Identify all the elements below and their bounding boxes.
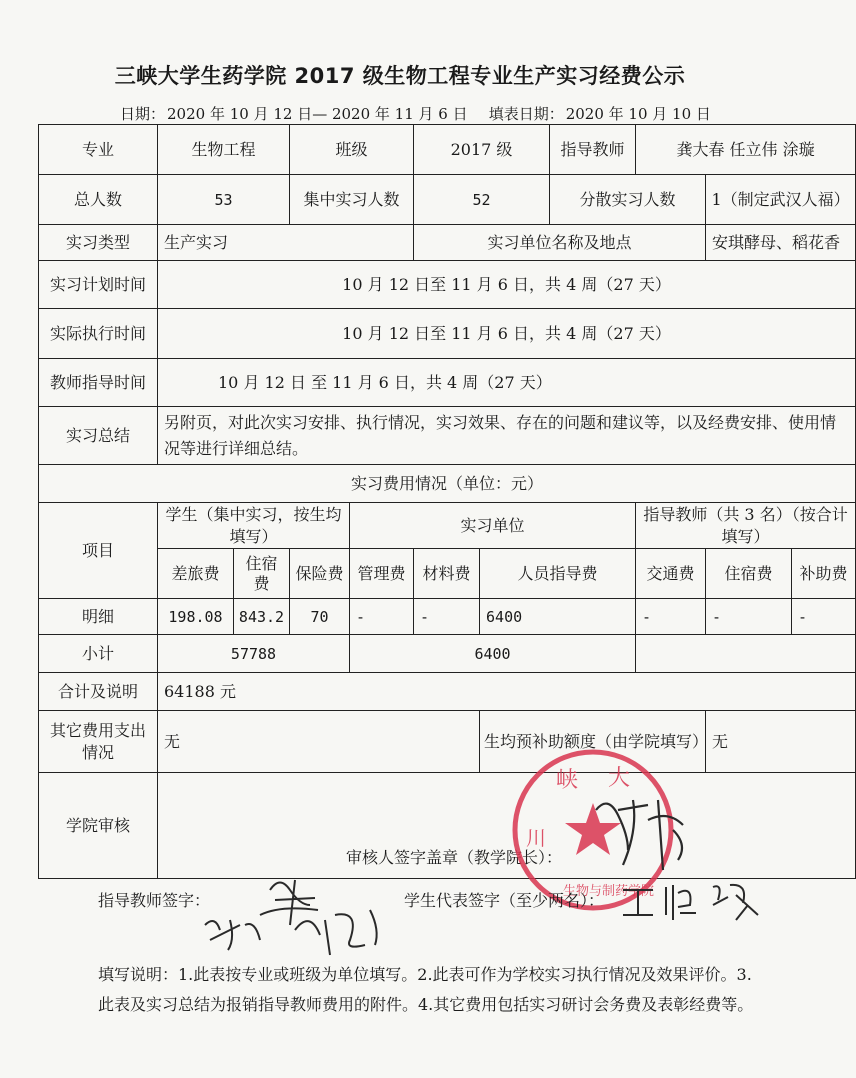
detail-guidance: 6400 xyxy=(480,599,636,635)
detail-material: - xyxy=(414,599,480,635)
document-title: 三峡大学生药学院 2017 级生物工程专业生产实习经费公示 xyxy=(114,64,686,88)
svg-text:峡: 峡 xyxy=(556,768,579,793)
subtotal-teacher xyxy=(636,635,856,673)
date-line xyxy=(120,103,713,124)
col-insurance: 保险费 xyxy=(290,549,350,599)
col-management: 管理费 xyxy=(350,549,414,599)
total-people-value: 53 xyxy=(158,175,290,225)
col-subsidy: 补助费 xyxy=(792,549,856,599)
item-label: 项目 xyxy=(39,503,158,599)
fill-date-label: 填表日期： xyxy=(488,105,564,123)
guide-value: 10 月 12 日 至 11 月 6 日，共 4 周（27 天） xyxy=(158,359,856,407)
subsidy-label: 生均预补助额度（由学院填写） xyxy=(480,711,706,773)
detail-travel: 198.08 xyxy=(158,599,234,635)
actual-label: 实际执行时间 xyxy=(39,309,158,359)
detail-management: - xyxy=(350,599,414,635)
other-expense-value: 无 xyxy=(158,711,480,773)
subsidy-value: 无 xyxy=(706,711,856,773)
major-value: 生物工程 xyxy=(158,125,290,175)
plan-value: 10 月 12 日至 11 月 6 日，共 4 周（27 天） xyxy=(158,261,856,309)
subtotal-student: 57788 xyxy=(158,635,350,673)
central-count-value: 52 xyxy=(414,175,550,225)
teacher-value: 龚大春 任立伟 涂璇 xyxy=(636,125,856,175)
major-label: 专业 xyxy=(39,125,158,175)
class-label: 班级 xyxy=(290,125,414,175)
scatter-count-value: 1（制定武汉人福） xyxy=(706,175,856,225)
central-count-label: 集中实习人数 xyxy=(290,175,414,225)
period-label: 日期： xyxy=(120,105,166,123)
col-travel: 差旅费 xyxy=(158,549,234,599)
funding-table xyxy=(38,124,856,879)
student-sign-label: 学生代表签字（至少两名）： xyxy=(404,891,605,910)
scatter-count-label: 分散实习人数 xyxy=(550,175,706,225)
detail-transport: - xyxy=(636,599,706,635)
other-expense-label: 其它费用支出情况 xyxy=(39,711,158,773)
detail-insurance: 70 xyxy=(290,599,350,635)
svg-text:川: 川 xyxy=(526,826,546,850)
unit-group-header: 实习单位 xyxy=(350,503,636,549)
actual-value: 10 月 12 日至 11 月 6 日，共 4 周（27 天） xyxy=(158,309,856,359)
student-signatures xyxy=(618,875,768,925)
period-value: 2020 年 10 月 12 日— 2020 年 11 月 6 日 xyxy=(167,105,468,123)
summary-value: 另附页，对此次实习安排、执行情况，实习效果、存在的问题和建议等，以及经费安排、使用情况等进行详细总结。 xyxy=(158,407,856,465)
col-teacher-lodging: 住宿费 xyxy=(706,549,792,599)
detail-label: 明细 xyxy=(39,599,158,635)
teacher-group-header: 指导教师（共 3 名）（按合计填写） xyxy=(636,503,856,549)
review-label: 学院审核 xyxy=(39,773,158,879)
type-label: 实习类型 xyxy=(39,225,158,261)
total-label: 合计及说明 xyxy=(39,673,158,711)
review-sign-label: 审核人签字盖章（教学院长）： xyxy=(158,773,856,879)
teacher-label: 指导教师 xyxy=(550,125,636,175)
subtotal-label: 小计 xyxy=(39,635,158,673)
detail-lodging: 843.2 xyxy=(234,599,290,635)
detail-teacher-lodging: - xyxy=(706,599,792,635)
col-transport: 交通费 xyxy=(636,549,706,599)
col-lodging: 住宿费 xyxy=(234,549,290,599)
student-group-header: 学生（集中实习，按生均填写） xyxy=(158,503,350,549)
col-material: 材料费 xyxy=(414,549,480,599)
svg-text:大: 大 xyxy=(608,766,631,791)
fill-instructions: 填写说明：1.此表按专业或班级为单位填写。2.此表可作为学校实习执行情况及效果评价。3.此表及实习总结为报销指导教师费用的附件。4.其它费用包括实习研讨会务费及表彰经费等。 xyxy=(98,965,754,1014)
teacher-sign-label: 指导教师签字： xyxy=(98,891,211,910)
summary-label: 实习总结 xyxy=(39,407,158,465)
plan-label: 实习计划时间 xyxy=(39,261,158,309)
svg-text:生物与制药学院: 生物与制药学院 xyxy=(563,884,655,899)
dean-signature xyxy=(588,790,698,880)
col-guidance: 人员指导费 xyxy=(480,549,636,599)
type-value: 生产实习 xyxy=(158,225,414,261)
guide-label: 教师指导时间 xyxy=(39,359,158,407)
fill-date-value: 2020 年 10 月 10 日 xyxy=(565,105,711,123)
total-value: 64188 元 xyxy=(158,673,856,711)
total-people-label: 总人数 xyxy=(39,175,158,225)
detail-subsidy: - xyxy=(792,599,856,635)
teacher-signatures xyxy=(200,870,400,960)
class-value: 2017 级 xyxy=(414,125,550,175)
cost-header: 实习费用情况（单位：元） xyxy=(39,465,856,503)
unit-label: 实习单位名称及地点 xyxy=(414,225,706,261)
subtotal-unit: 6400 xyxy=(350,635,636,673)
unit-value: 安琪酵母、稻花香 xyxy=(706,225,856,261)
